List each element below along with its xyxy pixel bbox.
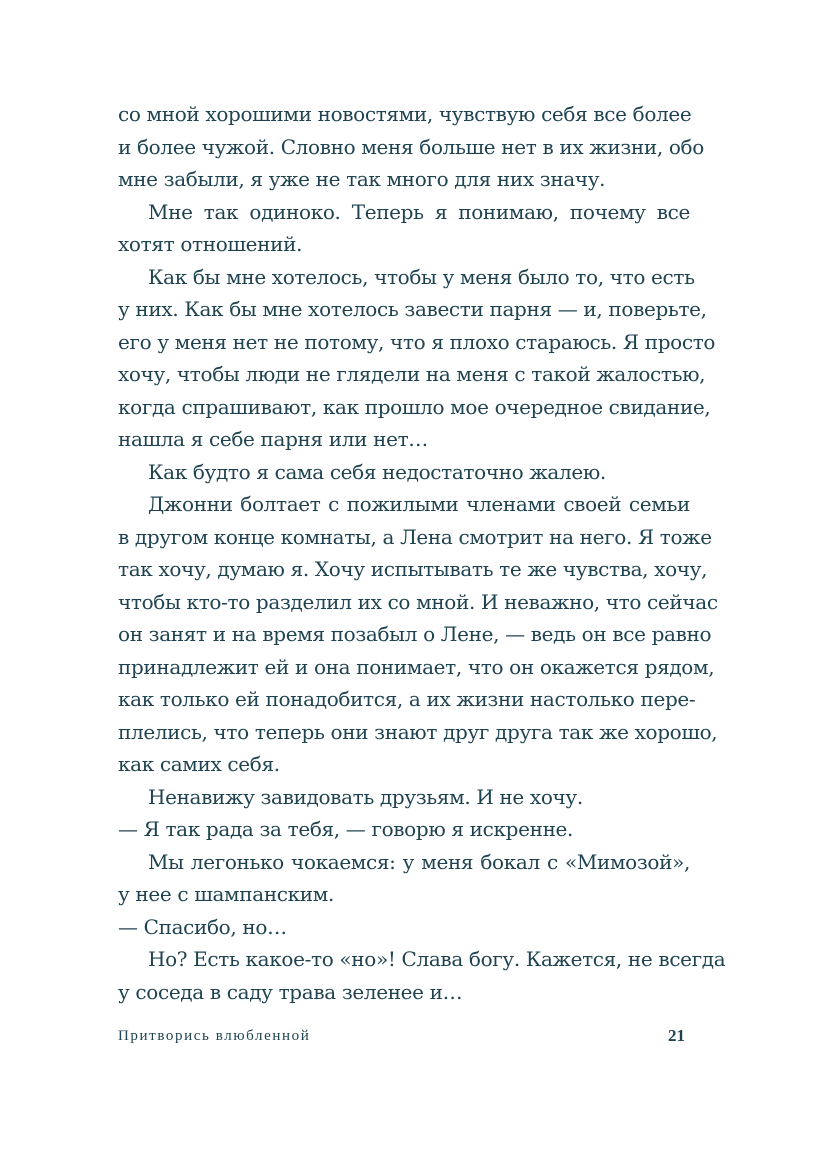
text-line: как самих себя.: [118, 752, 280, 776]
dialogue-line: — Спасибо, но…: [118, 914, 287, 939]
running-footer-book-title: Притворись влюбленной: [118, 1028, 311, 1044]
text-line: Но? Есть какое-то «но»! Слава богу. Кажется, не всегда: [148, 947, 726, 971]
text-line: со мной хорошими новостями, чувствую себя все более: [118, 102, 692, 126]
text-line: нашла я себе парня или нет…: [118, 427, 428, 451]
text-line: Как бы мне хотелось, чтобы у меня было то, что есть: [148, 264, 695, 289]
text-line: как только ей понадобится, а их жизни настолько пере-: [118, 687, 696, 711]
text-line: Мы легонько чокаемся: у меня бокал с «Мимозой»,: [148, 849, 690, 874]
dialogue-line: — Я так рада за тебя, — говорю я искренне.: [118, 817, 574, 841]
text-line: его у меня нет не потому, что я плохо стараюсь. Я просто: [118, 329, 716, 354]
text-line: в другом конце комнаты, а Лена смотрит на него. Я тоже: [118, 524, 712, 549]
text-line: принадлежит ей и она понимает, что он окажется рядом,: [118, 654, 715, 679]
text-line: Ненавижу завидовать друзьям. И не хочу.: [148, 784, 583, 809]
text-line: чтобы кто-то разделил их со мной. И неважно, что сейчас: [118, 589, 718, 614]
text-line: когда спрашивают, как прошло мое очередное свидание,: [118, 394, 711, 419]
text-line: мне забыли, я уже не так много для них значу.: [118, 167, 606, 191]
text-line: он занят и на время позабыл о Лене, — ведь он все равно: [118, 622, 712, 646]
text-line: и более чужой. Словно меня больше нет в их жизни, обо: [118, 134, 704, 159]
text-line: Мне так одиноко. Теперь я понимаю, почему все: [148, 199, 690, 224]
text-line: так хочу, думаю я. Хочу испытывать те же чувства, хочу,: [118, 557, 708, 581]
page-number: 21: [668, 1026, 685, 1045]
body-text: [118, 98, 726, 1008]
text-line: у них. Как бы мне хотелось завести парня — и, поверьте,: [118, 297, 707, 321]
text-line: у соседа в саду трава зеленее и…: [118, 979, 463, 1004]
text-line: хотят отношений.: [118, 232, 303, 256]
text-line: Как будто я сама себя недостаточно жалею.: [148, 459, 606, 484]
text-line: у нее с шампанским.: [118, 882, 334, 906]
text-line: хочу, чтобы люди не глядели на меня с такой жалостью,: [118, 362, 706, 386]
text-line: плелись, что теперь они знают друг друга так же хорошо,: [118, 719, 718, 744]
text-line: Джонни болтает с пожилыми членами своей семьи: [148, 492, 690, 516]
